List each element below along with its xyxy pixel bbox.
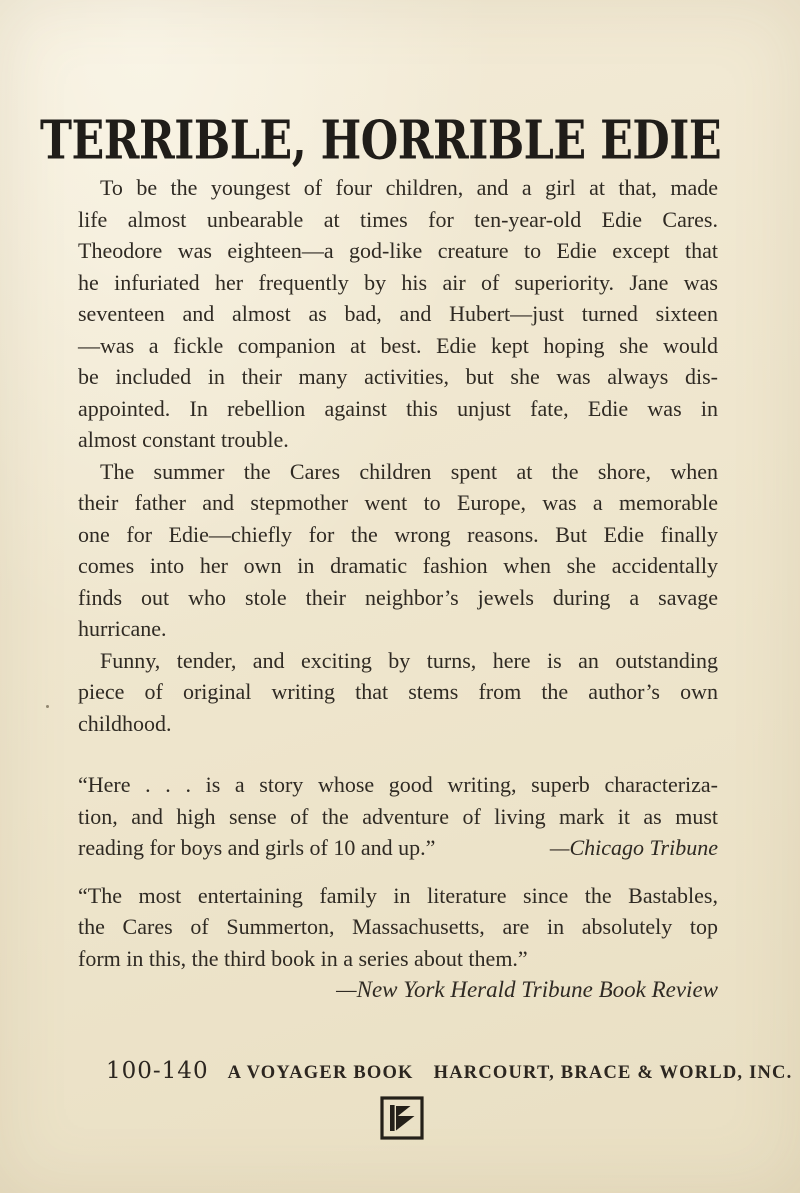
text-line: their father and stepmother went to Europe, was a memorable xyxy=(78,490,718,515)
jacket-copy xyxy=(78,172,718,1006)
text-line: seventeen and almost as bad, and Hubert—just turned sixteen xyxy=(78,301,718,326)
text-line: “Here . . . is a story whose good writing, superb characteriza- xyxy=(78,772,718,797)
stock-code: 100-140 xyxy=(106,1058,209,1084)
text-line: life almost unbearable at times for ten-year-old Edie Cares. xyxy=(78,206,718,232)
book-title: TERRIBLE, HORRIBLE EDIE xyxy=(40,109,722,172)
review-attribution: —Chicago Tribune xyxy=(549,835,718,860)
publisher-footer xyxy=(106,1058,792,1084)
harcourt-brace-hb-monogram-icon xyxy=(380,1096,424,1140)
text-line: form in this, the third book in a series about them.” xyxy=(78,945,528,971)
text-line: finds out who stole their neighbor’s jewels during a savage xyxy=(78,584,718,610)
review-attribution: —New York Herald Tribune Book Review xyxy=(336,977,718,1002)
review-quote xyxy=(78,880,718,1006)
text-line: “The most entertaining family in literature since the Bastables, xyxy=(78,882,718,908)
text-line: comes into her own in dramatic fashion when she accidentally xyxy=(78,553,718,578)
publisher-name: HARCOURT, BRACE & WORLD, INC. xyxy=(433,1063,793,1083)
text-line: hurricane. xyxy=(78,616,167,641)
text-line: To be the youngest of four children, and a girl at that, made xyxy=(100,175,718,200)
text-line: one for Edie—chiefly for the wrong reasons. But Edie finally xyxy=(78,521,718,547)
text-line: almost constant trouble. xyxy=(78,427,289,452)
review-quote xyxy=(78,769,718,864)
synopsis-paragraph xyxy=(78,172,718,456)
text-line: the Cares of Summerton, Massachusetts, are in absolutely top xyxy=(78,914,718,939)
text-line xyxy=(78,832,718,864)
text-line: appointed. In rebellion against this unjust fate, Edie was in xyxy=(78,395,718,421)
text-line: Theodore was eighteen—a god-like creature to Edie except that xyxy=(78,238,718,263)
text-line: he infuriated her frequently by his air of superiority. Jane was xyxy=(78,269,718,295)
text-line: childhood. xyxy=(78,710,172,736)
text-line: be included in their many activities, but she was always dis- xyxy=(78,364,718,389)
paper-speck xyxy=(46,705,49,708)
imprint-label: A VOYAGER BOOK xyxy=(227,1063,414,1083)
text-line: piece of original writing that stems from the author’s own xyxy=(78,679,718,704)
synopsis-paragraph xyxy=(78,456,718,645)
text-line: tion, and high sense of the adventure of living mark it as must xyxy=(78,803,718,829)
quote-end-text: reading for boys and girls of 10 and up.” xyxy=(78,835,436,860)
text-line: —was a fickle companion at best. Edie kept hoping she would xyxy=(78,332,718,358)
text-line: The summer the Cares children spent at the shore, when xyxy=(100,458,718,484)
text-line: Funny, tender, and exciting by turns, here is an outstanding xyxy=(100,647,718,673)
synopsis-paragraph xyxy=(78,645,718,740)
